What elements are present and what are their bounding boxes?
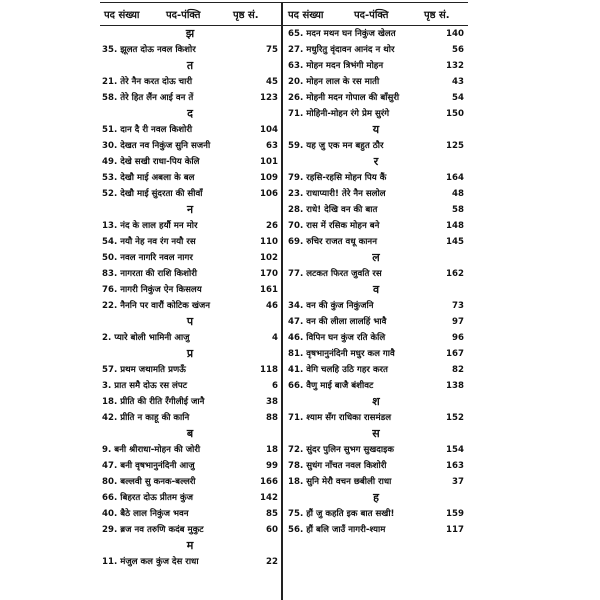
index-entry — [286, 90, 466, 106]
entry-line: 76. नागरी निकुंज ऐन किसलय — [102, 285, 202, 295]
index-entry — [100, 138, 280, 154]
entry-line: 83. नागरता की राशि किशोरी — [102, 269, 197, 279]
index-entry — [100, 490, 280, 506]
entry-line: 42. प्रीति न काहू की कानि — [102, 413, 190, 423]
section-letter: य — [372, 123, 380, 136]
entry-line: 26. मोहनी मदन गोपाल की बाँसुरी — [288, 93, 400, 103]
entry-page-number: 97 — [452, 317, 464, 327]
entry-line: 80. बल्लवी सु कनक-बल्लरी — [102, 477, 196, 487]
entry-line: 29. ब्रज नव तरुणि कदंब मुकुट — [102, 525, 204, 535]
left-page-heading: पृष्ठ सं. — [233, 10, 259, 21]
entry-line: 27. मधुरितु वृंदावन आनंद न थोर — [288, 45, 395, 55]
entry-line: 66. वैणु माई बाजै बंशीवट — [288, 381, 374, 391]
entry-page-number: 6 — [272, 381, 278, 391]
section-letter: म — [186, 539, 194, 552]
entry-page-number: 140 — [446, 29, 464, 39]
index-entry — [100, 554, 280, 570]
entry-line: 51. दान दै री नवल किशोरी — [102, 125, 193, 135]
index-entry — [286, 42, 466, 58]
entry-page-number: 152 — [446, 413, 464, 423]
entry-line: 56. हौं बलि जाउँ नागरी-श्याम — [288, 525, 386, 535]
entry-line: 47. वन की लीला लालहिं भावै — [288, 317, 387, 327]
section-letter: स — [372, 427, 380, 440]
index-entry — [286, 138, 466, 154]
entry-line: 22. नैननि पर वारौं कोटिक खंजन — [102, 301, 211, 311]
index-entry — [100, 506, 280, 522]
entry-line: 81. वृषभानुनंदिनी मधुर कल गावै — [288, 349, 395, 359]
index-entry — [100, 170, 280, 186]
section-letter: प्र — [186, 347, 194, 360]
section-letter: प — [186, 315, 194, 328]
index-entry — [100, 234, 280, 250]
entry-page-number: 170 — [260, 269, 278, 279]
index-entry — [286, 522, 466, 538]
index-entry — [100, 410, 280, 426]
entry-page-number: 148 — [446, 221, 464, 231]
entry-page-number: 38 — [266, 397, 278, 407]
entry-line: 57. प्रथम जथामति प्रणऊँ — [102, 365, 186, 375]
entry-page-number: 85 — [266, 509, 278, 519]
entry-line: 11. मंजुल कल कुंज देस राधा — [102, 557, 199, 567]
entry-page-number: 150 — [446, 109, 464, 119]
index-entry — [100, 186, 280, 202]
entry-page-number: 54 — [452, 93, 464, 103]
entry-line: 34. वन की कुंज निकुंजनि — [288, 301, 374, 311]
section-letter: र — [373, 155, 379, 168]
entry-line: 9. बनी श्रीराधा-मोहन की जोरी — [102, 445, 201, 455]
entry-page-number: 37 — [452, 477, 464, 487]
entry-page-number: 75 — [266, 45, 278, 55]
index-entry — [286, 298, 466, 314]
entry-page-number: 82 — [452, 365, 464, 375]
section-letter: न — [186, 203, 194, 216]
index-entry — [286, 474, 466, 490]
index-entry — [100, 378, 280, 394]
entry-page-number: 58 — [452, 205, 464, 215]
right-column — [286, 26, 466, 538]
index-entry — [100, 218, 280, 234]
index-entry — [286, 218, 466, 234]
entry-line: 79. रहसि-रहसि मोहन पिय कैं — [288, 173, 387, 183]
index-entry — [286, 234, 466, 250]
index-entry — [286, 330, 466, 346]
section-letter: श — [372, 395, 380, 408]
entry-line: 21. तेरे नैन करत दोऊ चारी — [102, 77, 193, 87]
entry-page-number: 166 — [260, 477, 278, 487]
section-letter: ल — [372, 251, 380, 264]
index-entry — [286, 378, 466, 394]
index-page — [100, 0, 468, 600]
entry-page-number: 22 — [266, 557, 278, 567]
section-letter: ब — [186, 427, 194, 440]
entry-page-number: 167 — [446, 349, 464, 359]
entry-line: 63. मोहन मदन त्रिभंगी मोहन — [288, 61, 384, 71]
entry-page-number: 60 — [266, 525, 278, 535]
index-entry — [286, 458, 466, 474]
entry-page-number: 48 — [452, 189, 464, 199]
index-entry — [100, 74, 280, 90]
entry-page-number: 109 — [260, 173, 278, 183]
left-number-heading: पद संख्या — [104, 10, 140, 21]
index-entry — [100, 474, 280, 490]
entry-line: 13. नंद के लाल हर्यौ मन मोर — [102, 221, 198, 231]
entry-line: 75. हौं जु कहति इक बात सखी! — [288, 509, 395, 519]
index-entry — [100, 394, 280, 410]
right-line-heading: पद-पंक्ति — [354, 10, 389, 21]
left-line-heading: पद-पंक्ति — [166, 10, 201, 21]
entry-page-number: 154 — [446, 445, 464, 455]
entry-line: 54. नयौ नेह नव रंग नयौ रस — [102, 237, 196, 247]
index-entry — [100, 90, 280, 106]
index-entry — [286, 442, 466, 458]
entry-line: 18. सुनि मेरौ वचन छबीली राधा — [288, 477, 392, 487]
section-letter: त — [186, 59, 194, 72]
index-entry — [286, 202, 466, 218]
index-entry — [286, 314, 466, 330]
entry-line: 30. देखत नव निकुंज सुनि सजनी — [102, 141, 211, 151]
right-page-heading: पृष्ठ सं. — [424, 10, 450, 21]
entry-line: 47. बनी वृषभानुनंदिनी आजु — [102, 461, 195, 471]
entry-page-number: 4 — [272, 333, 278, 343]
index-entry — [286, 346, 466, 362]
index-entry — [100, 266, 280, 282]
entry-line: 2. प्यारे बोली भामिनी आजु — [102, 333, 190, 343]
entry-page-number: 164 — [446, 173, 464, 183]
index-entry — [286, 266, 466, 282]
index-entry — [286, 58, 466, 74]
entry-line: 46. विपिन घन कुंज रति केलि — [288, 333, 386, 343]
entry-page-number: 125 — [446, 141, 464, 151]
entry-line: 23. राधाप्यारी! तेरे नैन सलोल — [288, 189, 386, 199]
index-entry — [286, 26, 466, 42]
entry-line: 28. राधे! देखि वन की बात — [288, 205, 378, 215]
entry-page-number: 96 — [452, 333, 464, 343]
right-number-heading: पद संख्या — [288, 10, 324, 21]
entry-page-number: 104 — [260, 125, 278, 135]
entry-page-number: 159 — [446, 509, 464, 519]
entry-line: 20. मोहन लाल के रस माती — [288, 77, 380, 87]
entry-line: 78. सुधंग नाँचत नवल किशोरी — [288, 461, 387, 471]
entry-page-number: 132 — [446, 61, 464, 71]
entry-page-number: 101 — [260, 157, 278, 167]
section-letter: झ — [185, 27, 195, 40]
table-header — [100, 2, 468, 26]
entry-line: 41. वेगि चलहि उठि गहर करत — [288, 365, 388, 375]
entry-line: 71. श्याम सँग राधिका रासमंडल — [288, 413, 392, 423]
entry-page-number: 142 — [260, 493, 278, 503]
index-entry — [100, 442, 280, 458]
entry-line: 3. प्रात समै दोऊ रस लंपट — [102, 381, 188, 391]
index-entry — [100, 282, 280, 298]
index-entry — [100, 330, 280, 346]
entry-line: 18. प्रीति की रीति रँगीलीई जानै — [102, 397, 205, 407]
index-entry — [286, 170, 466, 186]
entry-page-number: 73 — [452, 301, 464, 311]
left-column — [100, 26, 280, 570]
index-entry — [286, 362, 466, 378]
entry-line: 59. यह जु एक मन बहुत ठौर — [288, 141, 384, 151]
index-entry — [100, 298, 280, 314]
entry-page-number: 163 — [446, 461, 464, 471]
entry-page-number: 56 — [452, 45, 464, 55]
entry-page-number: 138 — [446, 381, 464, 391]
section-letter: द — [187, 107, 193, 120]
entry-page-number: 106 — [260, 189, 278, 199]
entry-line: 71. मोहिनी-मोहन रंगे प्रेम सुरंगे — [288, 109, 390, 119]
index-entry — [100, 122, 280, 138]
entry-page-number: 43 — [452, 77, 464, 87]
entry-line: 65. मदन मथन घन निकुंज खेलत — [288, 29, 396, 39]
entry-line: 77. लटकत फिरत जुवति रस — [288, 269, 382, 279]
entry-page-number: 123 — [260, 93, 278, 103]
index-entry — [100, 250, 280, 266]
index-entry — [100, 458, 280, 474]
entry-line: 70. रास में रसिक मोहन बने — [288, 221, 380, 231]
entry-page-number: 46 — [266, 301, 278, 311]
entry-line: 66. बिहरत दोऊ प्रीतम कुंज — [102, 493, 193, 503]
entry-page-number: 162 — [446, 269, 464, 279]
index-entry — [286, 506, 466, 522]
entry-page-number: 102 — [260, 253, 278, 263]
entry-page-number: 18 — [266, 445, 278, 455]
index-entry — [100, 522, 280, 538]
index-entry — [286, 74, 466, 90]
index-entry — [100, 42, 280, 58]
entry-page-number: 110 — [260, 237, 278, 247]
index-entry — [100, 154, 280, 170]
entry-page-number: 118 — [260, 365, 278, 375]
entry-page-number: 63 — [266, 141, 278, 151]
entry-line: 50. नवल नागरि नवल नागर — [102, 253, 193, 263]
index-entry — [286, 186, 466, 202]
entry-page-number: 88 — [266, 413, 278, 423]
entry-page-number: 45 — [266, 77, 278, 87]
entry-line: 69. रुचिर राजत वधू कानन — [288, 237, 377, 247]
column-divider — [281, 2, 283, 600]
entry-line: 49. देखे सखी राधा-पिय केलि — [102, 157, 200, 167]
entry-page-number: 161 — [260, 285, 278, 295]
entry-line: 35. झूलत दोऊ नवल किशोर — [102, 45, 196, 55]
entry-page-number: 26 — [266, 221, 278, 231]
index-entry — [286, 410, 466, 426]
entry-line: 40. बैठे लाल निकुंज भवन — [102, 509, 189, 519]
entry-line: 53. देखौ माई अबला के बल — [102, 173, 195, 183]
section-letter: ह — [373, 491, 379, 504]
index-entry — [100, 362, 280, 378]
entry-line: 72. सुंदर पुलिन सुभग सुखदाइक — [288, 445, 394, 455]
index-entry — [286, 106, 466, 122]
entry-line: 58. तेरे हित लैंन आई वन तें — [102, 93, 194, 103]
entry-page-number: 145 — [446, 237, 464, 247]
entry-page-number: 99 — [266, 461, 278, 471]
section-letter: व — [372, 283, 380, 296]
entry-page-number: 117 — [446, 525, 464, 535]
entry-line: 52. देखौ माई सुंदरता की सीवाँ — [102, 189, 203, 199]
